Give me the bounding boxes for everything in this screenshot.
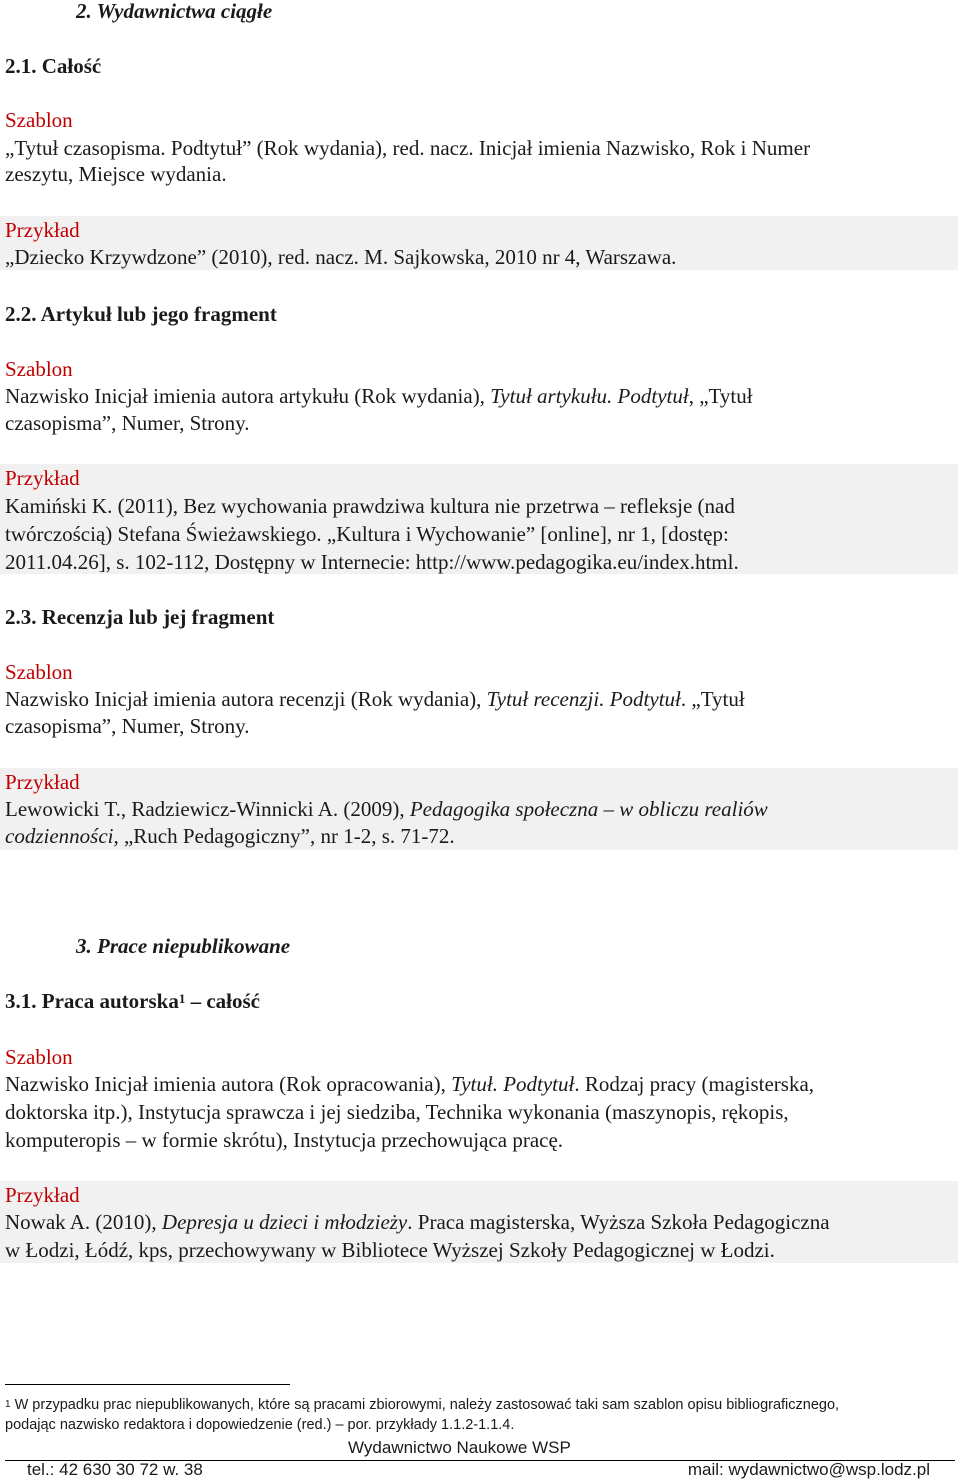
example-text-part: Nowak A. (2010), [5,1210,162,1234]
section-heading: 2. Wydawnictwa ciągłe [76,0,273,23]
template-text: zeszytu, Miejsce wydania. [5,162,227,186]
subsection-heading: 2.2. Artykuł lub jego fragment [5,302,277,326]
template-label: Szablon [5,1045,73,1069]
example-label: Przykład [5,1183,80,1207]
example-text-italic: Depresja u dzieci i młodzieży [161,1210,408,1234]
template-text: „Tytuł czasopisma. Podtytuł” (Rok wydania), red. nacz. Inicjał imienia Nazwisko, Rok i Numer [5,136,811,160]
section-heading: 3. Prace niepublikowane [76,934,291,958]
footer-publisher: Wydawnictwo Naukowe WSP [348,1438,571,1457]
example-text: Kamiński K. (2011), Bez wychowania prawdziwa kultura nie przetrwa – refleksje (nad [5,494,735,518]
footnote-line: W przypadku prac niepublikowanych, które są pracami zbiorowymi, należy zastosować taki sam szablon opisu bibliograficznego, [10,1397,840,1413]
template-text [5,685,745,713]
template-text-part: . Rodzaj pracy (magisterska, [574,1072,815,1096]
example-text: w Łodzi, Łódź, kps, przechowywany w Bibliotece Wyższej Szkoły Pedagogicznej w Łodzi. [5,1238,775,1262]
template-text-part: Nazwisko Inicjał imienia autora (Rok opracowania), [5,1072,452,1096]
template-text-italic: Tytuł artykułu. Podtytuł [490,384,689,408]
subsection-heading: 2.1. Całość [5,54,102,78]
example-text [5,1208,830,1236]
template-text: doktorska itp.), Instytucja sprawcza i jej siedziba, Technika wykonania (maszynopis, rękopis, [5,1100,789,1124]
template-text-italic: Tytuł recenzji. Podtytuł [486,687,681,711]
example-label: Przykład [5,466,80,490]
example-label: Przykład [5,218,80,242]
example-text: 2011.04.26], s. 102-112, Dostępny w Internecie: http://www.pedagogika.eu/index.html. [5,550,739,574]
footer-email: mail: wydawnictwo@wsp.lodz.pl [687,1460,930,1479]
example-text [5,822,455,850]
example-text-italic: Pedagogika społeczna – w obliczu realiów [409,797,768,821]
footnote-number: 1 [5,1399,11,1410]
example-text-italic: codzienności, [5,824,119,848]
example-text: „Dziecko Krzywdzone” (2010), red. nacz. M. Sajkowska, 2010 nr 4, Warszawa. [5,245,677,269]
example-text-part: Lewowicki T., Radziewicz-Winnicki A. (2009), [5,797,410,821]
template-text: czasopisma”, Numer, Strony. [5,714,250,738]
template-label: Szablon [5,357,73,381]
template-text [5,382,753,410]
footnote-divider [5,1384,290,1385]
template-text-part: Nazwisko Inicjał imienia autora recenzji (Rok wydania), [5,687,487,711]
footer-phone: tel.: 42 630 30 72 w. 38 [27,1460,203,1479]
template-text: komputeropis – w formie skrótu), Instytucja przechowująca pracę. [5,1128,564,1152]
footnote-ref: 1 [178,991,186,1006]
example-text [5,795,768,823]
template-label: Szablon [5,108,73,132]
template-text: czasopisma”, Numer, Strony. [5,411,250,435]
template-text-part: . „Tytuł [680,687,745,711]
template-text-part: , „Tytuł [688,384,753,408]
example-text: twórczością) Stefana Świeżawskiego. „Kultura i Wychowanie” [online], nr 1, [dostęp: [5,522,729,546]
example-text-part: . Praca magisterska, Wyższa Szkoła Pedagogiczna [407,1210,830,1234]
heading-part: – całość [185,989,260,1013]
template-text [5,1070,814,1098]
footnote-text: podając nazwisko redaktora i dopowiedzenie (red.) – por. przykłady 1.1.2-1.1.4. [5,1417,515,1433]
template-text-part: Nazwisko Inicjał imienia autora artykułu (Rok wydania), [5,384,491,408]
template-text-italic: Tytuł. Podtytuł [451,1072,575,1096]
template-label: Szablon [5,660,73,684]
example-label: Przykład [5,770,80,794]
footnote-text [5,1395,839,1415]
subsection-heading: 2.3. Recenzja lub jej fragment [5,605,275,629]
heading-part: 3.1. Praca autorska [5,989,179,1013]
example-text-part: „Ruch Pedagogiczny”, nr 1-2, s. 71-72. [118,824,455,848]
subsection-heading [5,987,260,1015]
